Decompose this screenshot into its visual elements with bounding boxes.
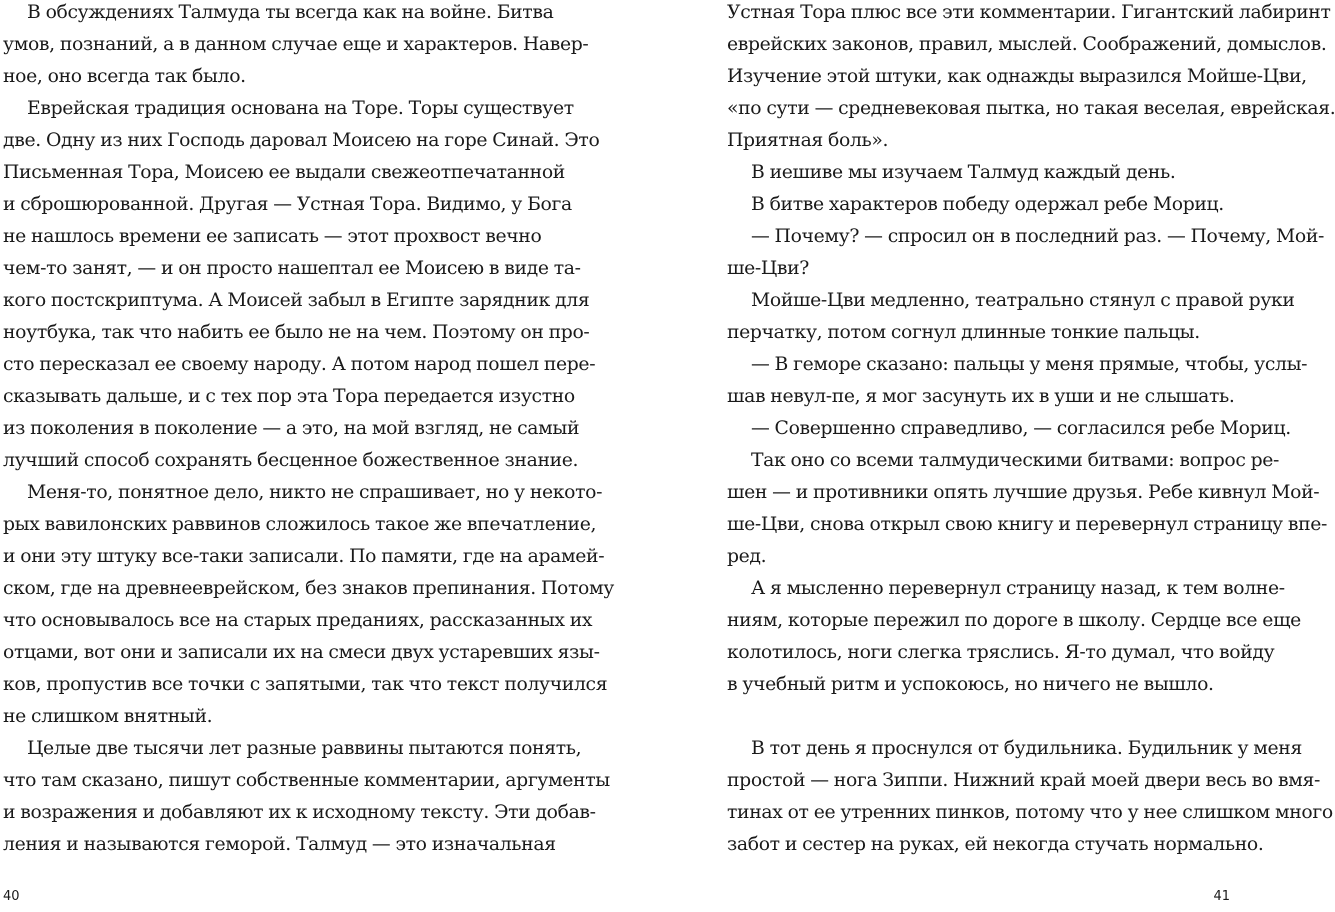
text-line: сто пересказал ее своему народу. А потом народ пошел пере- bbox=[3, 354, 596, 375]
text-line: — В геморе сказано: пальцы у меня прямые, чтобы, услы- bbox=[751, 354, 1308, 375]
text-line: что основывалось все на старых преданиях, рассказанных их bbox=[3, 610, 593, 631]
text-line: В иешиве мы изучаем Талмуд каждый день. bbox=[751, 162, 1176, 183]
text-line: ков, пропустив все точки с запятыми, так что текст получился bbox=[3, 674, 608, 695]
text-line: что там сказано, пишут собственные комментарии, аргументы bbox=[3, 770, 610, 791]
text-line: В тот день я проснулся от будильника. Будильник у меня bbox=[751, 738, 1302, 759]
text-line: отцами, вот они и записали их на смеси двух устаревших язы- bbox=[3, 642, 600, 663]
text-line: Меня-то, понятное дело, никто не спрашивает, но у некото- bbox=[27, 482, 603, 503]
section-break bbox=[727, 701, 1232, 733]
text-line: чем-то занят, — и он просто нашептал ее Моисею в виде та- bbox=[3, 258, 581, 279]
text-line: лучший способ сохранять бесценное божественное знание. bbox=[3, 450, 579, 471]
left-page bbox=[0, 0, 616, 912]
text-line: не слишком внятный. bbox=[3, 706, 213, 727]
text-line: ше-Цви? bbox=[727, 258, 810, 279]
text-line: «по сути — средневековая пытка, но такая веселая, еврейская. bbox=[727, 98, 1335, 119]
text-line: Устная Тора плюс все эти комментарии. Гигантский лабиринт bbox=[727, 2, 1331, 23]
text-line: шав невул-пе, я мог засунуть их в уши и не слышать. bbox=[727, 386, 1235, 407]
text-line: перчатку, потом согнул длинные тонкие пальцы. bbox=[727, 322, 1200, 343]
text-line: А я мысленно перевернул страницу назад, к тем волне- bbox=[751, 578, 1285, 599]
text-line: — Совершенно справедливо, — согласился ребе Мориц. bbox=[751, 418, 1291, 439]
right-page-number: 41 bbox=[1213, 889, 1230, 904]
text-line: ше-Цви, снова открыл свою книгу и перевернул страницу впе- bbox=[727, 514, 1328, 535]
text-line: — Почему? — спросил он в последний раз. — Почему, Мой- bbox=[751, 226, 1325, 247]
right-page bbox=[616, 0, 1335, 912]
text-line: кого постскриптума. А Моисей забыл в Египте зарядник для bbox=[3, 290, 590, 311]
text-line: ниям, которые пережил по дороге в школу. Сердце все еще bbox=[727, 610, 1301, 631]
text-line: и сброшюрованной. Другая — Устная Тора. Видимо, у Бога bbox=[3, 194, 572, 215]
text-line: сказывать дальше, и с тех пор эта Тора передается изустно bbox=[3, 386, 575, 407]
text-line: не нашлось времени ее записать — этот прохвост вечно bbox=[3, 226, 542, 247]
text-line: Изучение этой штуки, как однажды выразился Мойше-Цви, bbox=[727, 66, 1307, 87]
left-page-text bbox=[3, 0, 614, 861]
text-line: рых вавилонских раввинов сложилось такое же впечатление, bbox=[3, 514, 597, 535]
text-line: Еврейская традиция основана на Торе. Торы существует bbox=[27, 98, 574, 119]
text-line: ления и называются геморой. Талмуд — это изначальная bbox=[3, 834, 556, 855]
text-line: ред. bbox=[727, 546, 767, 567]
text-line: в учебный ритм и успокоюсь, но ничего не вышло. bbox=[727, 674, 1214, 695]
text-line: из поколения в поколение — а это, на мой взгляд, не самый bbox=[3, 418, 580, 439]
text-line: ное, оно всегда так было. bbox=[3, 66, 246, 87]
text-line: еврейских законов, правил, мыслей. Соображений, домыслов. bbox=[727, 34, 1327, 55]
text-line: две. Одну из них Господь даровал Моисею на горе Синай. Это bbox=[3, 130, 600, 151]
text-line: и возражения и добавляют их к исходному тексту. Эти добав- bbox=[3, 802, 596, 823]
text-line: умов, познаний, а в данном случае еще и характеров. Навер- bbox=[3, 34, 589, 55]
text-line: ноутбука, так что набить ее было не на чем. Поэтому он про- bbox=[3, 322, 590, 343]
text-line: В обсуждениях Талмуда ты всегда как на войне. Битва bbox=[27, 2, 554, 23]
text-line: Так оно со всеми талмудическими битвами: вопрос ре- bbox=[751, 450, 1280, 471]
text-line: Письменная Тора, Моисею ее выдали свежеотпечатанной bbox=[3, 162, 565, 183]
text-line: ском, где на древнееврейском, без знаков препинания. Потому bbox=[3, 578, 614, 599]
text-line: Мойше-Цви медленно, театрально стянул с правой руки bbox=[751, 290, 1295, 311]
text-line: Целые две тысячи лет разные раввины пытаются понять, bbox=[27, 738, 582, 759]
text-line: и они эту штуку все-таки записали. По памяти, где на арамей- bbox=[3, 546, 605, 567]
right-page-text bbox=[727, 0, 1335, 861]
text-line: шен — и противники опять лучшие друзья. Ребе кивнул Мой- bbox=[727, 482, 1320, 503]
text-line: Приятная боль». bbox=[727, 130, 889, 151]
left-page-number: 40 bbox=[3, 889, 20, 904]
text-line: В битве характеров победу одержал ребе Мориц. bbox=[751, 194, 1224, 215]
text-line: забот и сестер на руках, ей некогда стучать нормально. bbox=[727, 834, 1264, 855]
text-line: простой — нога Зиппи. Нижний край моей двери весь во вмя- bbox=[727, 770, 1320, 791]
text-line: тинах от ее утренних пинков, потому что у нее слишком много bbox=[727, 802, 1333, 823]
text-line: колотилось, ноги слегка тряслись. Я-то думал, что войду bbox=[727, 642, 1275, 663]
